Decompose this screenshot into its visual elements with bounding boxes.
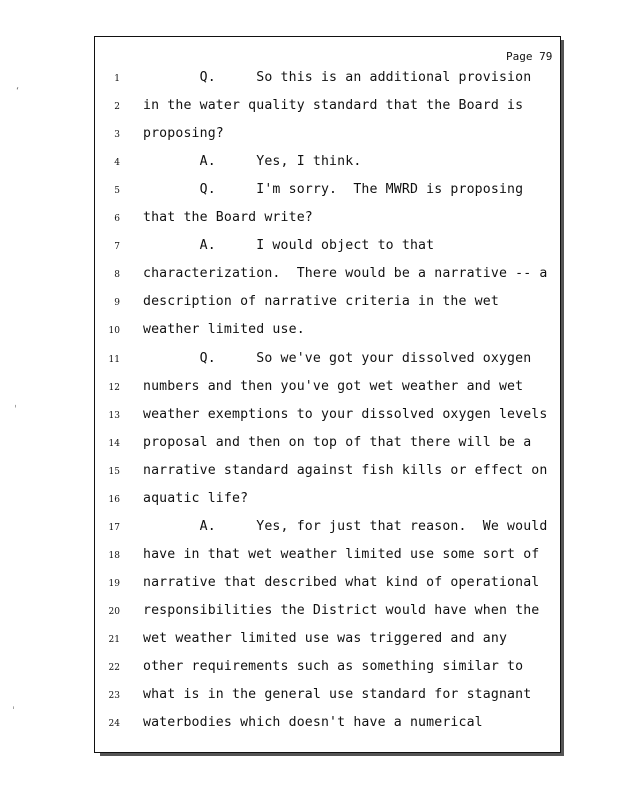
line-number: 14 bbox=[108, 438, 120, 449]
transcript-line bbox=[0, 154, 618, 174]
transcript-line bbox=[0, 463, 618, 483]
page-number: Page 79 bbox=[506, 50, 553, 63]
line-text: weather exemptions to your dissolved oxygen levels bbox=[143, 406, 548, 422]
line-number: 3 bbox=[114, 130, 120, 141]
transcript-line bbox=[0, 379, 618, 399]
transcript-line bbox=[0, 715, 618, 735]
transcript-line bbox=[0, 98, 618, 118]
line-number: 12 bbox=[108, 382, 120, 393]
line-text: waterbodies which doesn't have a numerical bbox=[143, 715, 483, 731]
line-text: A. Yes, I think. bbox=[143, 154, 362, 170]
transcript-line bbox=[0, 519, 618, 539]
transcript-line bbox=[0, 491, 618, 511]
transcript-line bbox=[0, 182, 618, 202]
line-number: 19 bbox=[108, 578, 120, 589]
line-text: characterization. There would be a narrative -- a bbox=[143, 266, 548, 282]
line-text: narrative that described what kind of operational bbox=[143, 574, 540, 590]
line-text: description of narrative criteria in the wet bbox=[143, 294, 499, 310]
line-text: weather limited use. bbox=[143, 322, 305, 338]
line-number: 24 bbox=[108, 719, 120, 730]
transcript-line bbox=[0, 210, 618, 230]
transcript-line bbox=[0, 266, 618, 286]
line-number: 17 bbox=[108, 522, 120, 533]
line-number: 22 bbox=[108, 663, 120, 674]
transcript-line bbox=[0, 70, 618, 90]
transcript-line bbox=[0, 631, 618, 651]
line-text: numbers and then you've got wet weather and wet bbox=[143, 378, 524, 394]
line-text: Q. So we've got your dissolved oxygen bbox=[143, 350, 532, 366]
line-number: 23 bbox=[108, 691, 120, 702]
transcript-line bbox=[0, 547, 618, 567]
transcript-line bbox=[0, 238, 618, 258]
line-number: 7 bbox=[114, 242, 120, 253]
transcript-line bbox=[0, 603, 618, 623]
line-text: A. I would object to that bbox=[143, 238, 435, 254]
transcript-line bbox=[0, 435, 618, 455]
line-number: 4 bbox=[114, 158, 120, 169]
line-text: proposing? bbox=[143, 126, 224, 142]
line-text: in the water quality standard that the Board is bbox=[143, 98, 524, 114]
transcript-line bbox=[0, 687, 618, 707]
line-number: 8 bbox=[114, 270, 120, 281]
transcript-line bbox=[0, 659, 618, 679]
line-text: narrative standard against fish kills or effect on bbox=[143, 462, 548, 478]
line-number: 21 bbox=[108, 635, 120, 645]
scan-mark: ‘ bbox=[16, 86, 20, 97]
line-text: aquatic life? bbox=[143, 490, 249, 506]
line-number: 20 bbox=[108, 606, 120, 617]
line-number: 5 bbox=[114, 186, 120, 197]
line-text: proposal and then on top of that there will be a bbox=[143, 434, 532, 450]
line-text: Q. So this is an additional provision bbox=[143, 70, 532, 85]
line-number: 2 bbox=[114, 102, 120, 113]
line-number: 16 bbox=[108, 494, 120, 505]
line-number: 18 bbox=[108, 550, 120, 561]
page-shadow-bottom bbox=[100, 753, 564, 756]
line-number: 1 bbox=[114, 74, 120, 84]
line-text: Q. I'm sorry. The MWRD is proposing bbox=[143, 182, 524, 198]
line-number: 6 bbox=[114, 214, 120, 225]
line-number: 15 bbox=[108, 466, 120, 477]
line-text: what is in the general use standard for stagnant bbox=[143, 687, 532, 703]
transcript-line bbox=[0, 294, 618, 314]
transcript-line bbox=[0, 322, 618, 342]
scan-mark: ˈ bbox=[12, 706, 15, 717]
transcript-line bbox=[0, 351, 618, 371]
line-number: 10 bbox=[108, 326, 120, 337]
line-text: A. Yes, for just that reason. We would bbox=[143, 518, 548, 534]
line-text: other requirements such as something similar to bbox=[143, 659, 524, 675]
transcript-line bbox=[0, 407, 618, 427]
line-text: have in that wet weather limited use some sort of bbox=[143, 546, 540, 562]
line-number: 11 bbox=[108, 354, 120, 365]
transcript-line bbox=[0, 126, 618, 146]
line-number: 13 bbox=[108, 410, 120, 421]
line-text: responsibilities the District would have when the bbox=[143, 602, 540, 618]
line-text: wet weather limited use was triggered and any bbox=[143, 631, 508, 646]
line-number: 9 bbox=[114, 298, 120, 309]
transcript-line bbox=[0, 575, 618, 595]
line-text: that the Board write? bbox=[143, 210, 313, 226]
scan-mark: ˌ bbox=[14, 398, 17, 409]
